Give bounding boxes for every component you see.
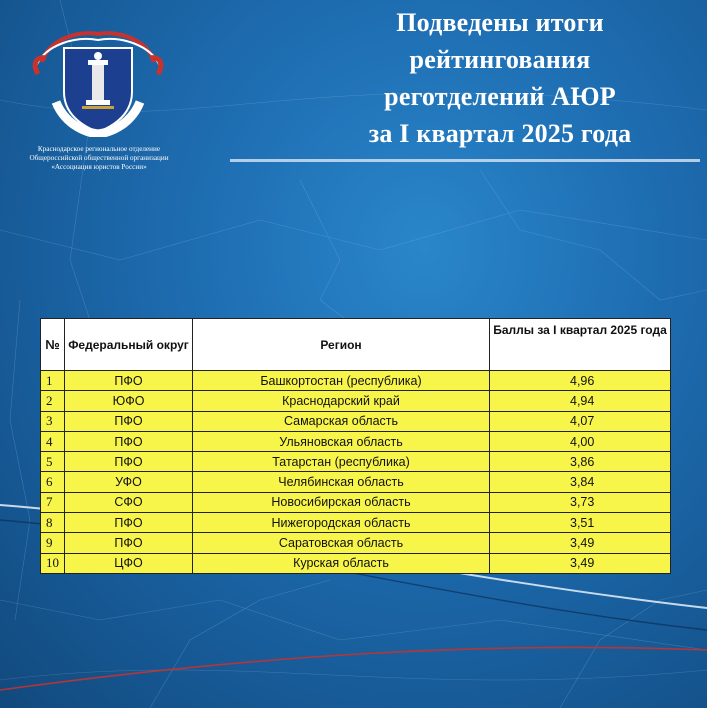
region-cell: Татарстан (республика) <box>193 452 490 472</box>
caption-line: Краснодарское региональное отделение <box>37 145 161 153</box>
score-cell: 4,07 <box>490 411 671 431</box>
rank-cell: 6 <box>41 472 65 492</box>
title-line: рейтингования <box>409 45 591 74</box>
region-cell: Краснодарский край <box>193 391 490 411</box>
region-cell: Ульяновская область <box>193 431 490 451</box>
organization-caption <box>6 145 192 172</box>
score-cell: 3,84 <box>490 472 671 492</box>
table-row <box>41 371 671 391</box>
table-row <box>41 472 671 492</box>
table-row <box>41 492 671 512</box>
table-row <box>41 513 671 533</box>
rank-cell: 7 <box>41 492 65 512</box>
table-row <box>41 411 671 431</box>
region-cell: Башкортостан (республика) <box>193 371 490 391</box>
region-cell: Новосибирская область <box>193 492 490 512</box>
rank-cell: 10 <box>41 553 65 573</box>
rating-table-container <box>40 318 670 574</box>
score-cell: 3,49 <box>490 553 671 573</box>
okrug-cell: ПФО <box>65 533 193 553</box>
aur-logo <box>28 22 168 137</box>
okrug-cell: ПФО <box>65 411 193 431</box>
okrug-cell: ПФО <box>65 513 193 533</box>
rating-table <box>40 318 671 574</box>
table-row <box>41 533 671 553</box>
title-line: за I квартал 2025 года <box>368 119 632 148</box>
table-row <box>41 553 671 573</box>
title-line: Подведены итоги <box>396 8 604 37</box>
rank-cell: 4 <box>41 431 65 451</box>
caption-line: Общероссийской общественной организации <box>29 154 169 162</box>
rank-cell: 1 <box>41 371 65 391</box>
score-cell: 4,94 <box>490 391 671 411</box>
header-score: Баллы за I квартал 2025 года <box>490 319 671 371</box>
title-divider <box>230 159 700 162</box>
okrug-cell: СФО <box>65 492 193 512</box>
region-cell: Саратовская область <box>193 533 490 553</box>
score-cell: 4,00 <box>490 431 671 451</box>
region-cell: Курская область <box>193 553 490 573</box>
header-region: Регион <box>193 319 490 371</box>
table-row <box>41 391 671 411</box>
okrug-cell: ПФО <box>65 452 193 472</box>
score-cell: 3,51 <box>490 513 671 533</box>
score-cell: 3,73 <box>490 492 671 512</box>
region-cell: Самарская область <box>193 411 490 431</box>
region-cell: Челябинская область <box>193 472 490 492</box>
okrug-cell: ПФО <box>65 371 193 391</box>
okrug-cell: УФО <box>65 472 193 492</box>
score-cell: 3,49 <box>490 533 671 553</box>
rank-cell: 5 <box>41 452 65 472</box>
rank-cell: 2 <box>41 391 65 411</box>
region-cell: Нижегородская область <box>193 513 490 533</box>
table-row <box>41 452 671 472</box>
okrug-cell: ЦФО <box>65 553 193 573</box>
title-line: реготделений АЮР <box>384 82 616 111</box>
rank-cell: 9 <box>41 533 65 553</box>
score-cell: 3,86 <box>490 452 671 472</box>
okrug-cell: ПФО <box>65 431 193 451</box>
page-title <box>300 4 700 152</box>
caption-line: «Ассоциация юристов России» <box>51 163 147 171</box>
header-okrug: Федеральный округ <box>65 319 193 371</box>
okrug-cell: ЮФО <box>65 391 193 411</box>
header-num: № <box>41 319 65 371</box>
table-row <box>41 431 671 451</box>
rank-cell: 3 <box>41 411 65 431</box>
score-cell: 4,96 <box>490 371 671 391</box>
table-header-row <box>41 319 671 371</box>
rank-cell: 8 <box>41 513 65 533</box>
